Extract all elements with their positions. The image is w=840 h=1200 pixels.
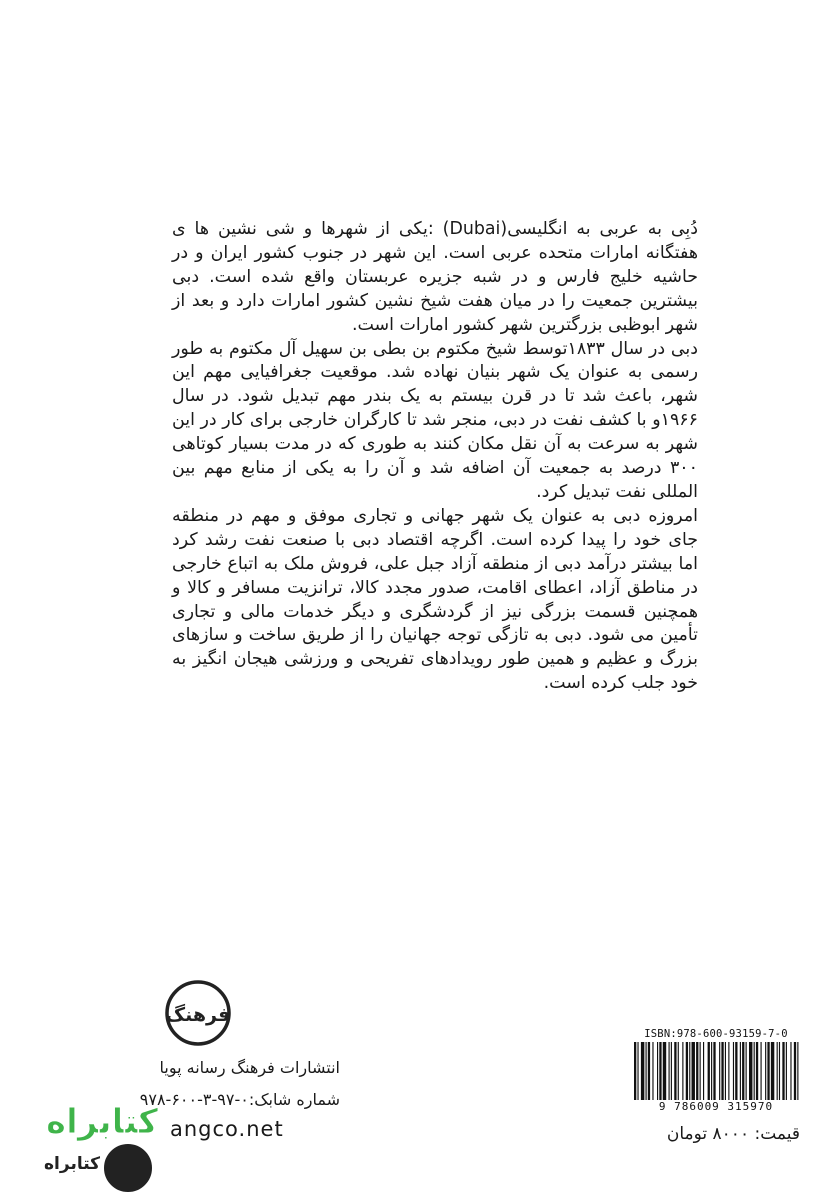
paragraph-1: دُبِی به عربی به انگلیسی(Dubai) :یکی از شهرها و شی نشین ها ی هفتگانه امارات متحده عربی است. این شهر در جنوب کشور ایران و در حاشیه خلیج فارس و در شبه جزیره عربستان واقع شده است. دبی بیشترین جمعیت را در میان هفت شیخ نشین کشور امارات دارد و بعد از شهر ابوظبی بزرگترین شهر کشور امارات است.	[172, 219, 698, 335]
watermark-brand-small: کتابراه	[44, 1154, 101, 1174]
publisher-name: انتشارات فرهنگ رسانه پویا	[159, 1058, 340, 1077]
website-url: angco.net	[170, 1117, 284, 1141]
barcode-digits: 9 786009 315970	[658, 1100, 774, 1113]
paragraph-2: دبی در سال ۱۸۳۳توسط شیخ مکتوم بن بطی بن سهیل آل مکتوم به طور رسمی به عنوان یک شهر بنیان نهاده شد. موقعیت جغرافیایی مهم این شهر، باعث شد تا در قرن بیستم به یک بندر مهم تبدیل شود. در سال ۱۹۶۶و با کشف نفت در دبی، منجر شد تا کارگران خارجی برای کار در این شهر به سرعت به آن نقل مکان کنند به طوری که در مدت بسیار کوتاهی ۳۰۰ درصد به جمعیت آن اضافه شد و آن را به یکی از منابع مهم بین المللی نفت تبدیل کرد.	[172, 338, 699, 502]
ketabrah-watermark	[40, 1102, 170, 1192]
barcode-bars	[632, 1042, 800, 1100]
barcode	[628, 1028, 804, 1116]
description-text	[172, 218, 698, 696]
price: قیمت: ۸۰۰۰ تومان	[666, 1124, 800, 1144]
paragraph-3: امروزه دبی به عنوان یک شهر جهانی و تجاری موفق و مهم در منطقه جای خود را پیدا کرده است. اگرچه اقتصاد دبی با صنعت نفت رشد کرد اما بیشتر درآمد دبی از منطقه آزاد جبل علی، فروش ملک به اتباع خارجی در مناطق آزاد، اعطای اقامت، صدور مجدد کالا، ترانزیت مسافر و کالا و همچنین قسمت بزرگی نیز از گردشگری و دیگر خدمات مالی و تجاری تأمین می شود. دبی به تازگی توجه جهانیان را از طریق ساخت و سازهای بزرگ و عظیم و همین طور رویدادهای تفریحی و ورزشی هیجان انگیز به خود جلب کرده است.	[172, 505, 698, 694]
isbn-text: شماره شابک:۰-۹۷-۳-۶۰۰-۹۷۸	[139, 1090, 340, 1109]
watermark-circle-icon	[102, 1142, 154, 1194]
barcode-isbn-label: ISBN:978-600-93159-7-0	[644, 1028, 788, 1040]
watermark-brand: کتابراه	[46, 1102, 159, 1142]
publisher-logo-text: فرهنگ	[165, 1004, 231, 1026]
publisher-logo	[163, 978, 233, 1048]
